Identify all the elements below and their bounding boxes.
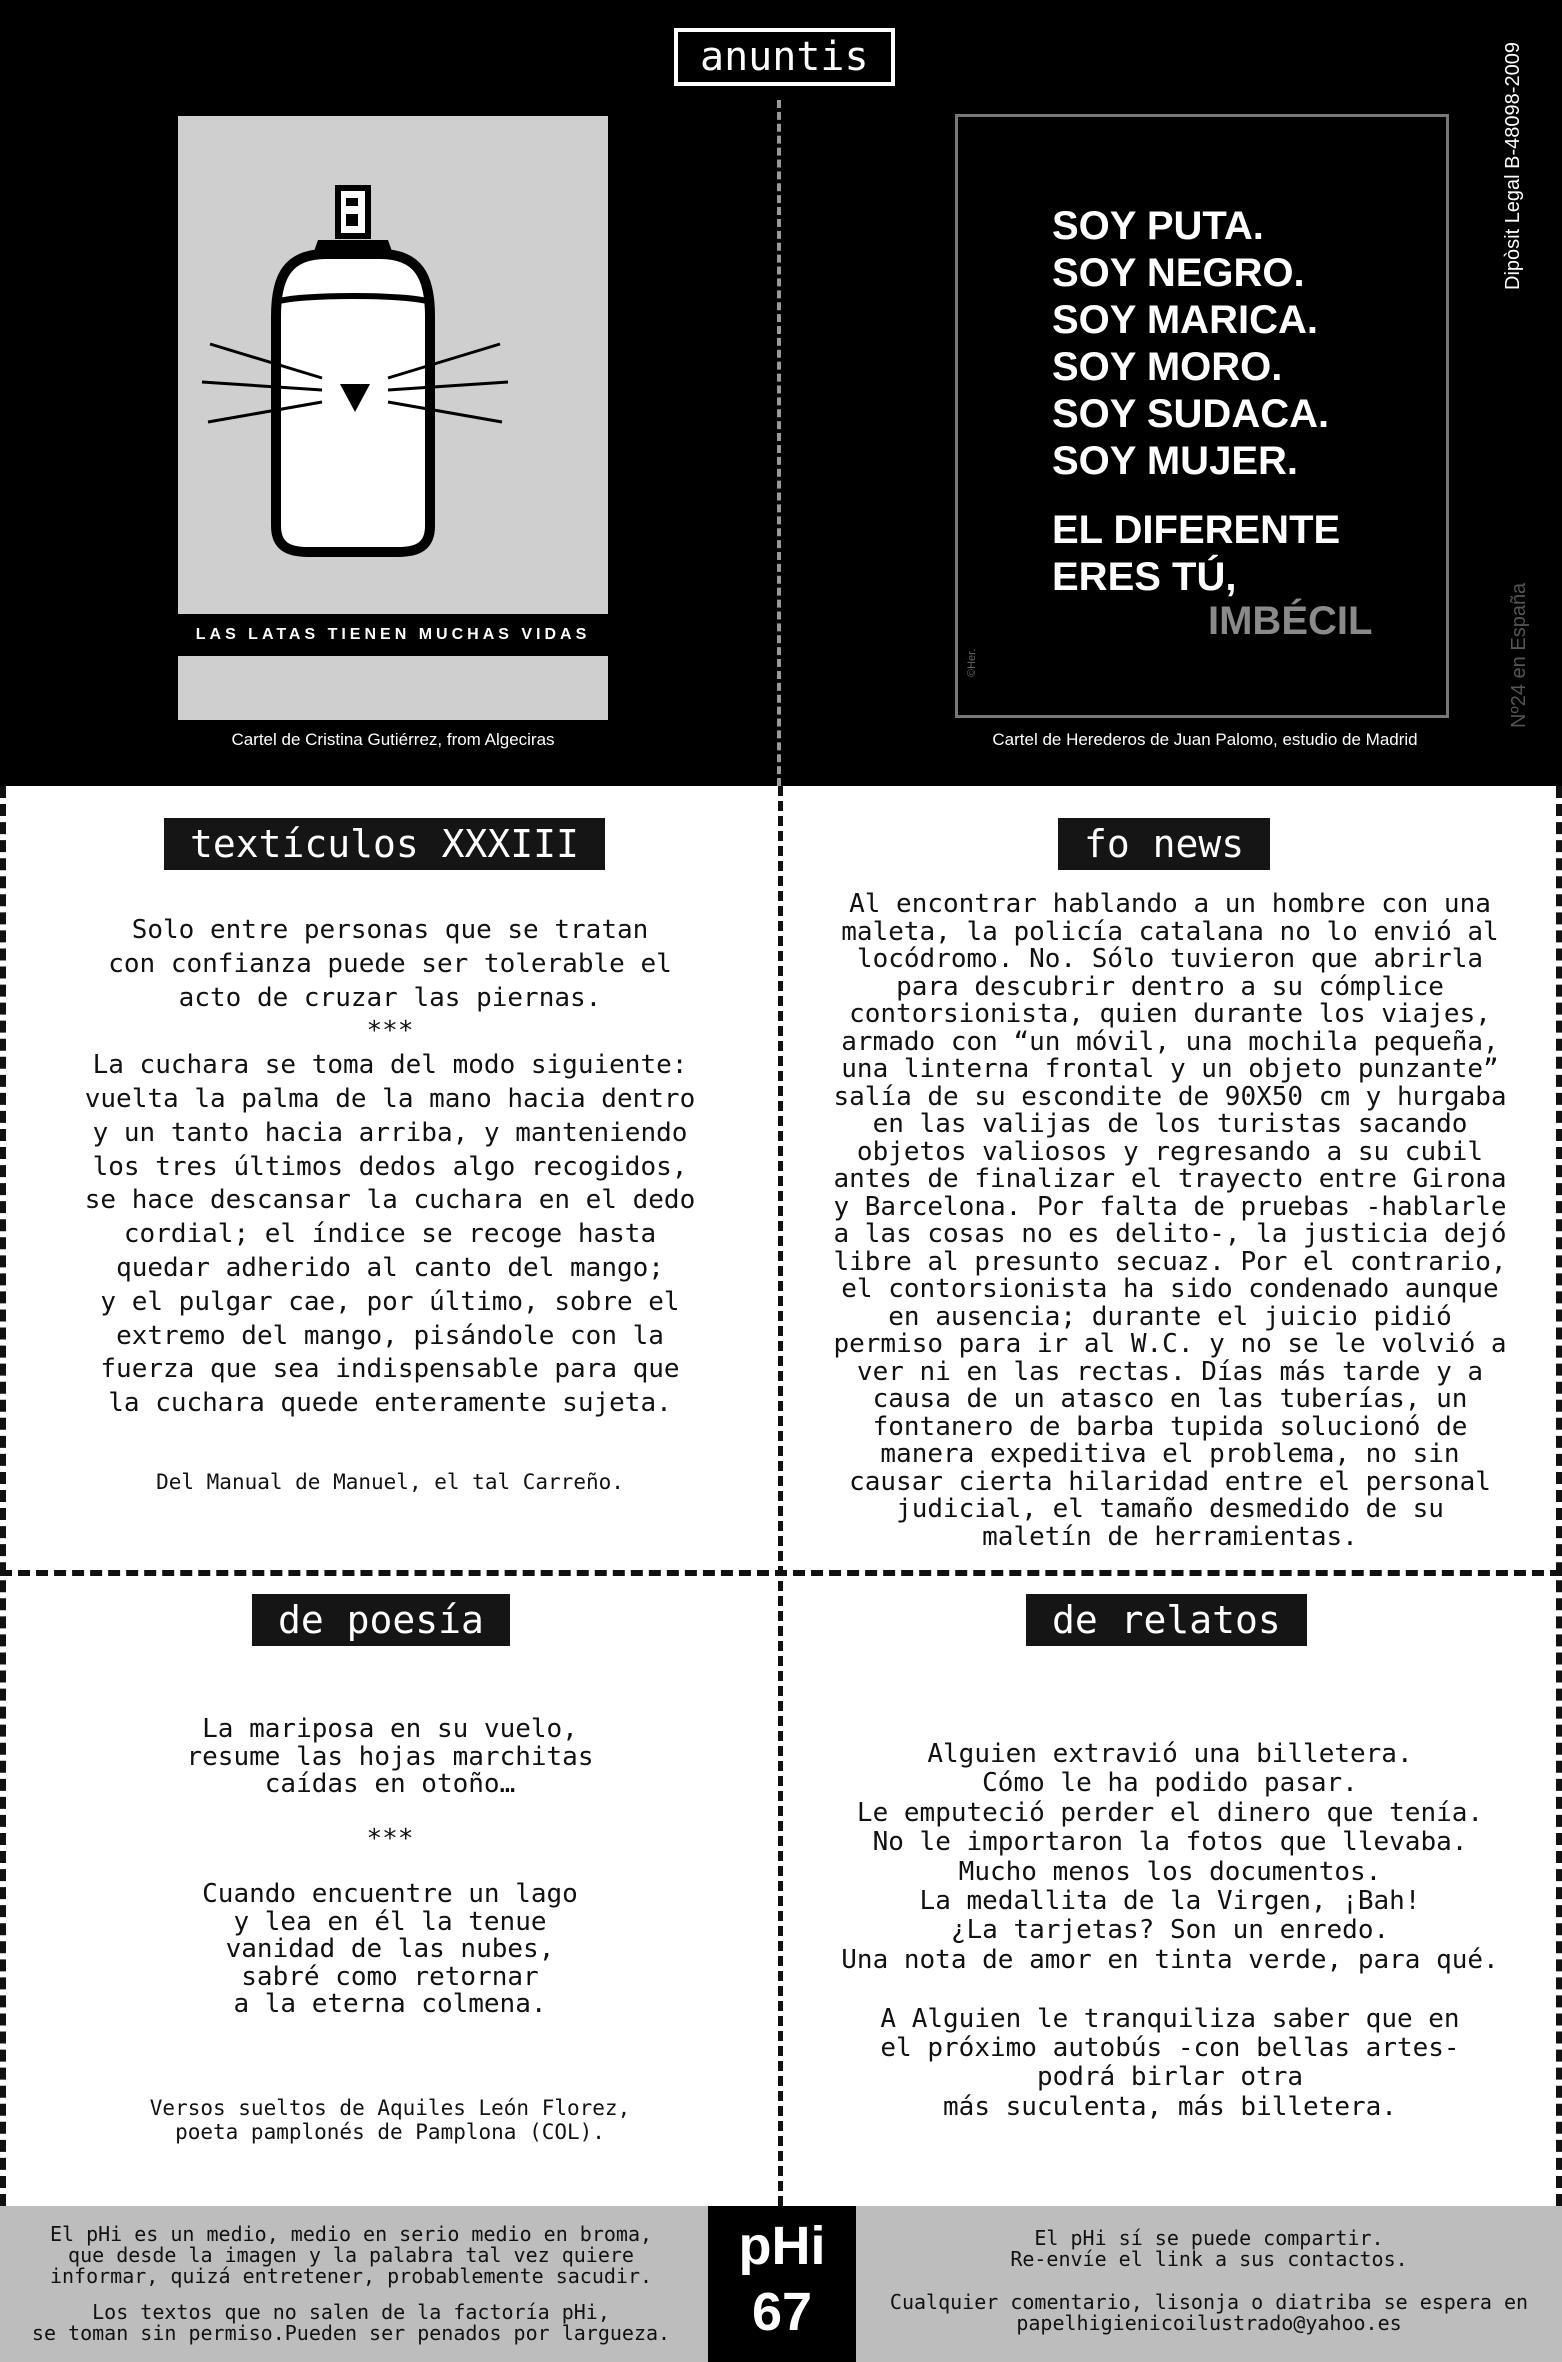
poster-line: SOY MORO. — [1052, 345, 1283, 389]
poesia-source: Versos sueltos de Aquiles León Florez, poeta pamplonés de Pamplona (COL). — [149, 2096, 631, 2144]
fonews-body: Al encontrar hablando a un hombre con una maleta, la policía catalana no lo envió al locódromo. No. Sólo tuvieron que abrirla para descubrir dentro a su cómplice contorsionista, quien durante los viajes, armado con “un móvil, una mochila pequeña, una linterna frontal y un objeto punzante” salía de su escondite de 90X50 cm y hurgaba en las valijas de los turistas sacando objetos valiosos y regresando a su cubil antes de finalizar el trayecto entre Girona y Barcelona. Por falta de pruebas -hablarle a las cosas no es delito-, la justicia dejó libre al presunto secuaz. Por el contrario, el contorsionista ha sido condenado aunque en ausencia; durante el juicio pidió permiso para ir al W.C. y no se le volvió a ver ni en las rectas. Días más tarde y a causa de un atasco en las tuberías, un fontanero de barba tupida solucionó de manera expeditiva el problema, no sin causar cierta hilaridad entre el personal judicial, el tamaño desmedido de su maletín de herramientas. — [833, 889, 1507, 1552]
texticulos-body: Solo entre personas que se tratan con confianza puede ser tolerable el acto de cruzar las piernas. *** La cuchara se toma del modo siguiente: vuelta la palma de la mano hacia dentro y un tanto hacia arriba, y manteniendo los tres últimos dedos algo recogidos, se hace descansar la cuchara en el dedo cordial; el índice se recoge hasta quedar adherido al canto del mango; y el pulgar cae, por último, sobre el extremo del mango, pisándole con la fuerza que sea indispensable para que la cuchara quede enteramente sujeta. — [84, 915, 696, 1419]
poster-cans — [178, 116, 608, 720]
poesia-body: La mariposa en su vuelo, resume las hojas marchitas caídas en otoño… *** Cuando encuentre un lago y lea en él la tenue vanidad de las nubes, sabré como retornar a la eterna colmena. — [186, 1714, 594, 2019]
texticulos-source: Del Manual de Manuel, el tal Carreño. — [156, 1470, 624, 1494]
poster-credit: ©Her. — [966, 648, 978, 677]
poster-statement-lines — [1052, 203, 1329, 485]
poster-caption: Cartel de Cristina Gutiérrez, from Algeciras — [231, 730, 555, 749]
center-divider-top — [777, 100, 781, 786]
relatos-body: Alguien extravió una billetera. Cómo le ha podido pasar. Le emputeció perder el dinero que tenía. No le importaron la fotos que llevaba. Mucho menos los documentos. La medallita de la Virgen, ¡Bah! ¿La tarjetas? Son un enredo. Una nota de amor en tinta verde, para qué. A Alguien le tranquiliza saber que en el próximo autobús -con bellas artes- podrá birlar otra más suculenta, más billetera. — [841, 1739, 1499, 2122]
poster-line: SOY PUTA. — [1052, 204, 1264, 248]
phi-logo: pHi — [738, 2216, 826, 2276]
footer-about: El pHi es un medio, medio en serio medio en broma, que desde la imagen y la palabra tal vez quiere informar, quizá entretener, probablemente sacudir. — [49, 2222, 653, 2288]
footer-permissions: Los textos que no salen de la factoría pHi, se toman sin permiso.Pueden ser penados por largueza. — [31, 2300, 671, 2345]
poster-line: SOY SUDACA. — [1052, 392, 1330, 436]
poster-line: SOY MUJER. — [1052, 439, 1298, 483]
left-border — [0, 786, 12, 2206]
poster-tagline: LAS LATAS TIENEN MUCHAS VIDAS — [178, 614, 608, 656]
row-divider — [0, 1570, 1562, 1576]
poster-punchline — [1052, 507, 1340, 601]
center-divider — [778, 786, 783, 2206]
footer-contact: Cualquier comentario, lisonja o diatriba se espera en papelhigienicoilustrado@yahoo.es — [889, 2290, 1529, 2335]
poster-line: SOY MARICA. — [1052, 298, 1318, 342]
poster-caption: Cartel de Herederos de Juan Palomo, estudio de Madrid — [992, 730, 1418, 749]
section-title-relatos: de relatos — [1026, 1594, 1307, 1646]
poster-diferente — [955, 114, 1449, 718]
legal-deposit: Dipòsit Legal B-48098-2009 — [1502, 42, 1524, 290]
section-title-anuntis: anuntis — [674, 28, 895, 86]
section-title-poesia: de poesía — [252, 1594, 510, 1646]
section-title-fonews: fo news — [1058, 818, 1270, 870]
footer-share: El pHi sí se puede compartir. Re-envíe el link a sus contactos. — [1010, 2226, 1408, 2271]
issue-number: 67 — [751, 2282, 813, 2342]
section-title-texticulos: textículos XXXIII — [164, 818, 605, 870]
poster-punch-insult: IMBÉCIL — [1208, 599, 1373, 643]
issue-note: Nº24 en España — [1508, 582, 1530, 728]
poster-line: SOY NEGRO. — [1052, 251, 1305, 295]
poster-punch-1: EL DIFERENTE — [1052, 508, 1341, 552]
poster-punch-2: ERES TÚ, — [1052, 555, 1237, 599]
